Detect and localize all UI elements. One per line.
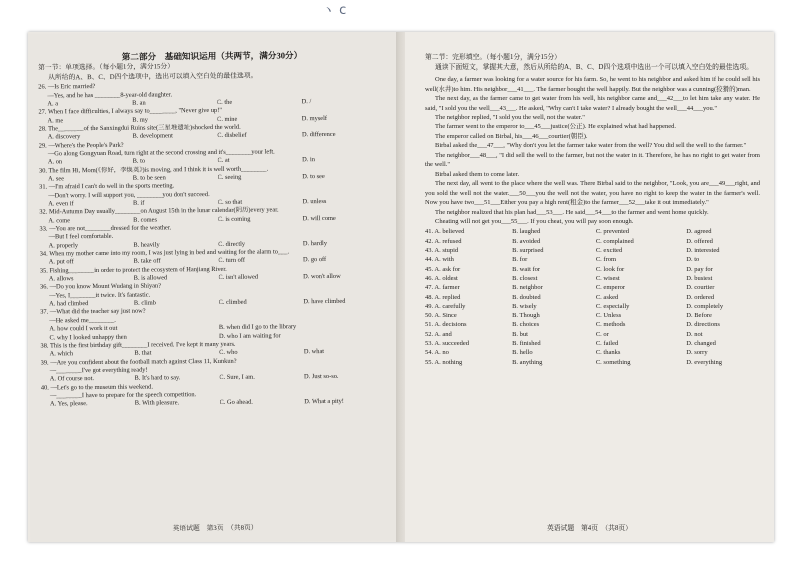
option: B. to be seen [132, 174, 166, 182]
option: A. had climbed [49, 300, 89, 308]
choice: D. directions [686, 321, 720, 329]
option: B. comes [133, 216, 157, 224]
question-item [39, 122, 387, 142]
question-line: —Yes, I________it twice. It's fantastic. [49, 291, 151, 300]
choice: B. wait for [512, 265, 541, 273]
choice-row [425, 302, 760, 311]
left-page-content [38, 48, 389, 409]
choice-row [425, 246, 760, 255]
part-two-title: 第二部分 基础知识运用（共两节，满分30分） [121, 50, 303, 62]
question-line: —Don't worry. I will support you, ________you don't succeed. [48, 190, 210, 200]
option: B. that [134, 349, 152, 357]
question-line: 35. Fishing________in order to protect the ecosystem of Hanjiang River. [39, 265, 227, 275]
passage-paragraph: The next day, as the farmer came to get water from his well, his neighbor came and___42___to let him take any water. He said, "I sold you the well___43___. He asked, "Why can't I take water? I already bought the well___44___you." [425, 95, 760, 112]
option: B. It's hard to say. [134, 374, 181, 382]
section1-title: 第一节：单项选择。（每小题1分，满分15分） [38, 63, 175, 72]
option: C. disbelief [217, 131, 247, 140]
option: B. if [132, 199, 145, 207]
choice: 41. A. believed [425, 228, 465, 236]
option: A. discovery [47, 133, 81, 141]
choice: D. agreed [686, 228, 712, 236]
option: D. have climbed [303, 297, 346, 306]
passage-paragraph: One day, a farmer was looking for a water source for his farm. So, he went to his neighbor and asked him if he could sell his well(水井)to him. His neighbor___41___. The farmer bought the well happily. But the neighbor was a cunning(狡猾的)man. [425, 76, 760, 93]
question-line: 36. —Do you know Mount Wudang in Shiyan? [39, 282, 162, 291]
choice: C. asked [595, 293, 619, 301]
corner-pen-mark: ヽ c [322, 3, 347, 18]
choice: B. neighbor [512, 284, 543, 292]
choice: B. laughed [512, 228, 541, 236]
choice: C. something [595, 358, 631, 366]
question-line: —________I have to prepare for the speech competition. [49, 391, 197, 400]
left-page [28, 32, 400, 542]
question-item [40, 264, 388, 284]
choice: B. choices [512, 321, 540, 329]
choice-row [425, 339, 760, 348]
option: D. What a pity! [304, 398, 344, 406]
right-page-footer: 英语试题 第4页 （共8页） [547, 525, 632, 532]
option: C. who [219, 348, 238, 357]
option: C. turn off [218, 257, 245, 265]
passage-paragraph: The neighbor replied, "I sold you the well, not the water." [435, 114, 585, 121]
choice: B. finished [512, 340, 541, 347]
question-line: 37. —What did the teacher say just now? [40, 308, 146, 316]
section2-title: 第二节：完形填空。（每小题1分，满分15分） [425, 54, 561, 61]
question-item [38, 81, 386, 109]
choice: 42. A. refused [425, 237, 462, 245]
choice: C. from [595, 256, 617, 264]
option: D. myself [301, 114, 328, 122]
option: C. so that [217, 198, 243, 206]
option: D. go off [302, 256, 327, 264]
choice: D. changed [686, 340, 716, 347]
choice: C. especially [595, 302, 630, 310]
choice: D. not [686, 330, 703, 338]
option: C. mine [217, 115, 238, 123]
question-item [41, 356, 389, 384]
question-line: 40. —Let's go to the museum this weekend. [40, 383, 153, 392]
option: A. see [48, 175, 65, 183]
question-line: 38. This is the first birthday gift________I received. I've kept it many years. [40, 340, 236, 350]
passage-paragraph: The neighbor___48___, "I did sell the well to the farmer, but not the water in it. Therefore, he has no right to get water from the well." [425, 151, 760, 169]
question-line: 29. —Where's the People's Park? [38, 141, 124, 150]
option: A. allows [48, 275, 74, 283]
option: A. which [49, 350, 74, 358]
choice: 52. A. and [425, 330, 452, 338]
choice: 45. A. ask for [425, 265, 461, 273]
passage-paragraph: The next day, all went to the place where the well was. There Birbal said to the neighbor, "Look, you are___49___right, and you sold the well not the water.___50___you the well not the water, you have no right to keep the water in the farmer's well. Now you have two___51___Either you pay a high rent(租金)to the farmer___52___take it out immediately." [425, 180, 760, 207]
option: A. put off [48, 258, 74, 266]
choice: B. closest [512, 274, 538, 282]
choice: D. offered [686, 237, 713, 245]
choice: B. surprised [512, 247, 544, 255]
choice: D. pay for [686, 265, 713, 273]
option: A. Yes, please. [49, 400, 88, 408]
answer-choices-table [425, 227, 760, 366]
option: A. come [48, 216, 71, 225]
passage-paragraph: Birbal asked them to come later. [435, 170, 520, 178]
cloze-passage [425, 75, 760, 226]
option: D. what [303, 348, 325, 356]
question-item [40, 281, 388, 309]
option: B. when did I go to the library [218, 323, 297, 332]
choice: C. thanks [595, 349, 621, 357]
choice: C. Unless [595, 312, 622, 320]
option: B. take off [133, 257, 161, 266]
choice-row [425, 311, 760, 320]
choice: 51. A. decisions [425, 321, 467, 329]
choice-row [425, 265, 760, 274]
question-line: —Yes, and he has ________8-year-old daughter. [47, 90, 173, 99]
choice: B. Though [512, 312, 540, 320]
choice-row [425, 227, 760, 236]
question-item [39, 181, 387, 209]
choice: D. completely [686, 302, 724, 310]
option: A. Of course not. [49, 375, 95, 383]
option: D. in [302, 156, 315, 164]
choice: B. avoided [512, 237, 541, 245]
question-item [39, 164, 387, 184]
option: C. the [216, 98, 233, 106]
passage-paragraph: The farmer went to the emperor to___45___justice(公正). He explained what had happened. [435, 123, 676, 131]
question-line: 33. —You are not________dressed for the weather. [39, 224, 172, 233]
option: C. why I looked unhappy then [49, 333, 127, 341]
passage-paragraph: Birbal asked the___47___, "Why don't you let the farmer take water from the well? You did sell the well to the farmer." [435, 142, 747, 150]
choice-row [425, 358, 760, 367]
section2-instruction: 通读下面短文，掌握其大意，然后从所给的A、B、C、D四个选项中选出一个可以填入空白处的最佳选项。 [435, 63, 753, 71]
question-line: 30. The film Hi, Mom(《你好，李焕英》)is moving, and I think it is well worth________. [38, 165, 269, 175]
choice: C. failed [595, 340, 619, 347]
choice: C. prevented [595, 228, 630, 236]
question-line: 31. —I'm afraid I can't do well in the sports meeting. [39, 182, 175, 191]
option: B. an [132, 99, 146, 107]
choice: 43. A. stupid [425, 247, 459, 255]
left-page-footer: 英语试题 第3页 （共8页） [172, 524, 258, 533]
question-line: 34. When my mother came into my room, I was just lying in bed and waiting for the alarm to___. [39, 248, 290, 258]
option: B. heavily [133, 241, 160, 249]
option: B. development [132, 132, 173, 140]
option: C. directly [218, 240, 246, 248]
choice: B. for [512, 256, 528, 264]
choice: D. Before [686, 312, 712, 320]
choice: 44. A. with [425, 256, 454, 264]
question-item [41, 381, 389, 409]
choice: 54. A. no [425, 349, 449, 357]
option: C. climbed [218, 298, 247, 307]
question-line: 27. When I face difficulties, I always say to________, "Never give up!" [38, 107, 223, 116]
choice: D. courtier [686, 284, 715, 292]
right-page-content [425, 54, 760, 367]
choice: 53. A. succeeded [425, 340, 470, 347]
option: B. to [132, 157, 146, 165]
option: B. climb [133, 299, 156, 307]
option: C. isn't allowed [218, 273, 259, 282]
option: C. at [217, 157, 230, 165]
choice: D. interested [686, 247, 720, 255]
choice: 49. A. carefully [425, 302, 466, 310]
choice-row [425, 320, 760, 329]
choice: 50. A. Since [425, 312, 457, 320]
choice: C. complained [595, 237, 634, 245]
option: D. will come [302, 214, 336, 222]
exam-paper-spread [28, 32, 774, 542]
right-page [405, 32, 774, 542]
option: D. difference [301, 131, 336, 139]
question-list [38, 81, 389, 409]
option: D. unless [302, 198, 327, 206]
choice: C. methods [595, 321, 626, 329]
choice: D. busiest [686, 274, 713, 282]
option: B. my [132, 116, 148, 124]
question-line: —But I feel comfortable. [48, 233, 114, 241]
question-item [40, 339, 388, 359]
passage-paragraph: The neighbor realized that his plan had___53___. He said___54___to the farmer and went home quickly. [435, 208, 709, 216]
choice: B. hello [512, 349, 533, 357]
question-line: 26. —Is Eric married? [38, 83, 96, 91]
choice: C. or [595, 330, 609, 338]
question-item [39, 223, 387, 251]
question-item [40, 306, 388, 342]
choice-row [425, 255, 760, 264]
choice: 47. A. farmer [425, 284, 460, 292]
option: C. Sure, I am. [219, 373, 255, 382]
question-line: —Go along Gongyuan Road, turn right at the second crossing and it's________your left. [47, 148, 275, 158]
option: B. is allowed [133, 274, 168, 282]
option: D. to see [302, 172, 325, 181]
option: A. me [47, 116, 64, 124]
choice: D. to [686, 256, 700, 264]
choice: C. emperor [595, 284, 626, 292]
option: C. Go ahead. [219, 398, 253, 407]
choice: C. wisest [595, 274, 620, 282]
option: D. Just so-so. [304, 373, 339, 381]
option-row [41, 398, 389, 409]
question-item [40, 248, 388, 268]
choice-row [425, 274, 760, 283]
choice-row [425, 237, 760, 246]
passage-paragraph: Cheating will not get you___55___. If you cheat, you will pay soon enough. [435, 217, 634, 225]
section1-instruction: 从所给的A、B、C、D四个选项中，选出可以填入空白处的最佳选项。 [48, 72, 258, 82]
choice: D. sorry [686, 349, 708, 357]
question-item [39, 139, 387, 167]
option: B. With pleasure. [134, 399, 180, 407]
question-line: —________I've got everything ready! [49, 366, 148, 375]
option: A. a [47, 100, 59, 108]
question-line: —He asked me________. [49, 316, 116, 325]
choice: C. look for [595, 265, 625, 273]
choice: 48. A. replied [425, 293, 461, 301]
option: C. is coming [217, 215, 251, 223]
option: A. how could I work it out [49, 324, 118, 333]
choice: C. excited [595, 247, 623, 255]
question-line: 28. The________of the Sanxingdui Ruins site(三星堆遗址)shocked the world. [38, 123, 241, 133]
choice: 46. A. oldest [425, 274, 458, 282]
choice-row [425, 283, 760, 292]
choice-row [425, 293, 760, 302]
question-line: 39. —Are you confident about the football match against Class 11, Kunkun? [40, 357, 237, 367]
choice-row [425, 348, 760, 357]
choice: D. ordered [686, 293, 715, 301]
option: D. who I am waiting for [218, 331, 281, 340]
choice: B. anything [512, 358, 543, 366]
option: A. properly [48, 241, 79, 250]
passage-paragraph: The emperor called on Birbal, his___46___courtier(朝臣). [435, 132, 588, 140]
option: A. even if [48, 200, 74, 208]
choice: 55. A. nothing [425, 358, 463, 366]
question-line: 32. Mid-Autumn Day usually________on August 15th in the lunar calendar(阴历)every year. [39, 206, 279, 216]
choice: B. doubted [512, 293, 541, 301]
option: D. hardly [302, 239, 328, 247]
choice-row [425, 330, 760, 339]
choice: B. but [512, 330, 528, 338]
option: A. on [47, 158, 63, 166]
question-item [39, 206, 387, 226]
option: C. seeing [217, 173, 242, 181]
option: D. won't allow [303, 272, 341, 281]
option: D. / [301, 98, 312, 106]
choice: D. everything [686, 358, 723, 366]
question-item [38, 106, 386, 126]
choice: B. wisely [512, 302, 537, 310]
